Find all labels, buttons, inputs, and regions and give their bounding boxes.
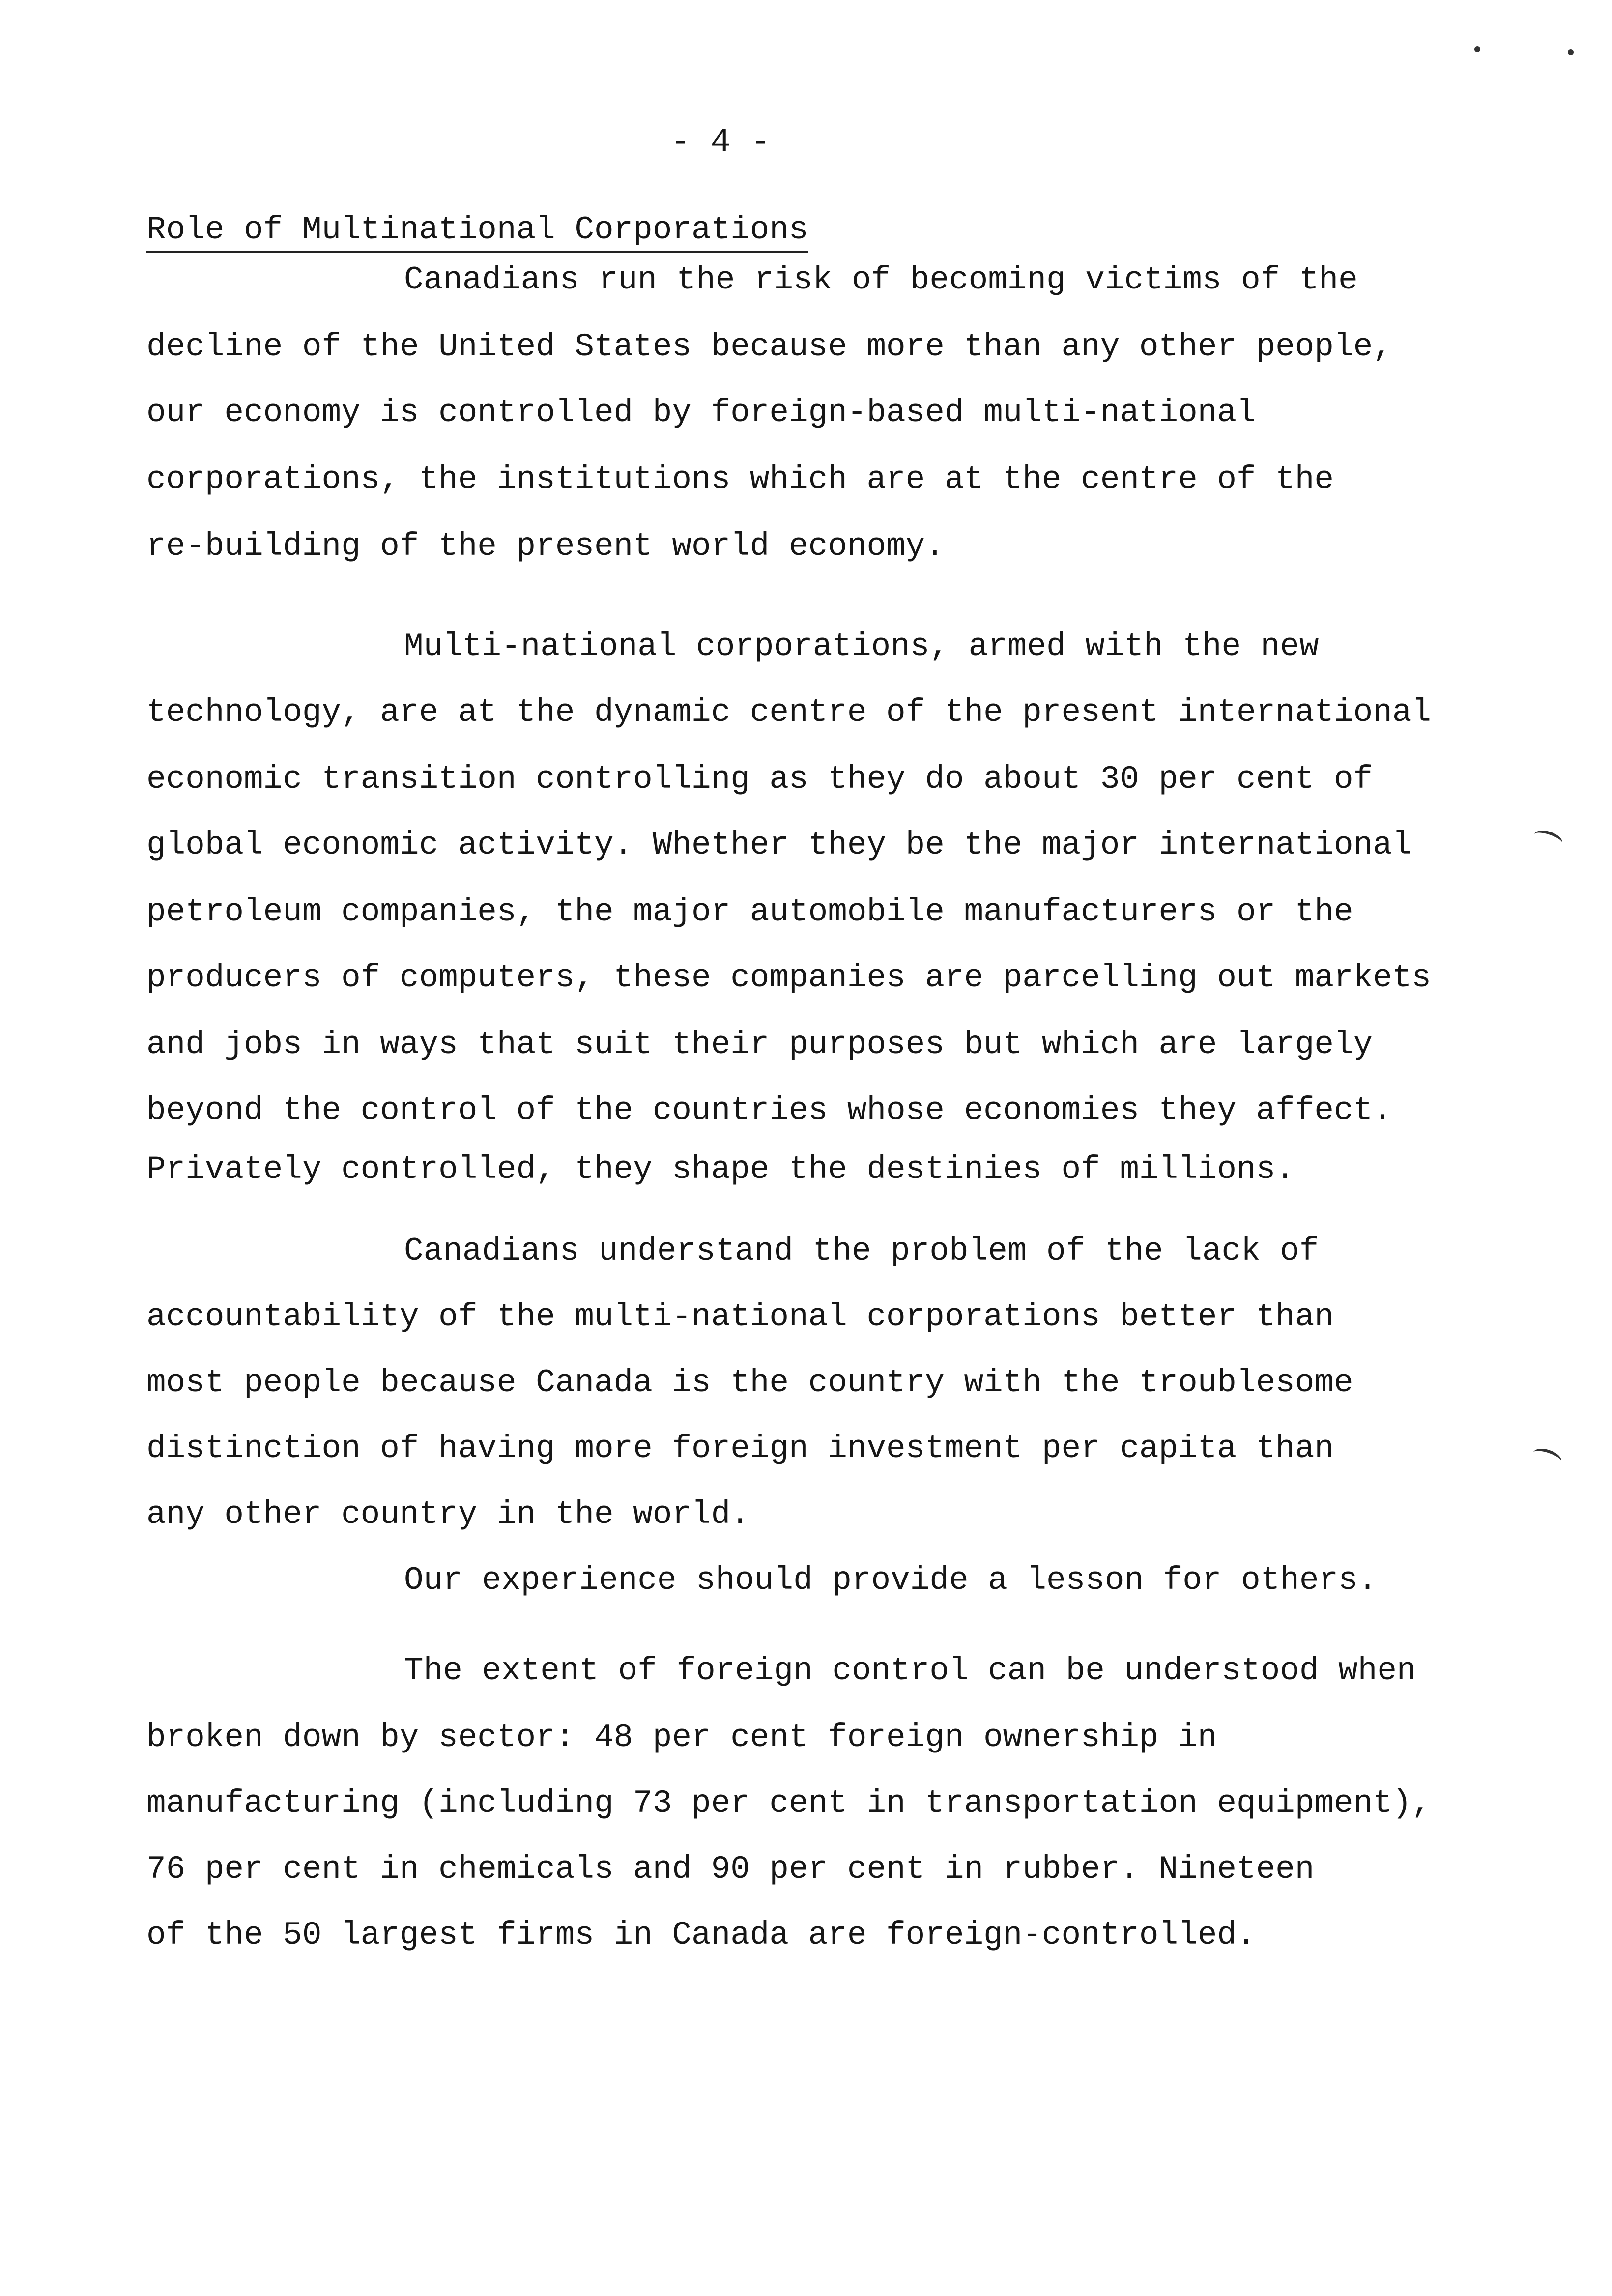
section-heading: Role of Multinational Corporations [146, 210, 808, 253]
binding-mark [1532, 827, 1564, 850]
paragraph-2-line-9: Privately controlled, they shape the destinies of millions. [146, 1151, 1295, 1188]
binding-mark [1531, 1445, 1563, 1468]
paragraph-2-line-5: petroleum companies, the major automobile manufacturers or the [146, 893, 1353, 930]
paragraph-3-line-5: any other country in the world. [146, 1496, 750, 1533]
paragraph-1-line-1: Canadians run the risk of becoming victims of the [404, 261, 1358, 298]
paragraph-2-line-3: economic transition controlling as they do about 30 per cent of [146, 761, 1373, 798]
paragraph-5-line-4: 76 per cent in chemicals and 90 per cent in rubber. Nineteen [146, 1851, 1315, 1888]
paragraph-5-line-5: of the 50 largest firms in Canada are foreign-controlled. [146, 1917, 1256, 1953]
scan-speck [1568, 49, 1574, 55]
paragraph-5-line-2: broken down by sector: 48 per cent foreign ownership in [146, 1719, 1217, 1756]
paragraph-2-line-1: Multi-national corporations, armed with the new [404, 628, 1319, 665]
paragraph-1-line-5: re-building of the present world economy. [146, 528, 945, 565]
paragraph-5-line-1: The extent of foreign control can be understood when [404, 1652, 1416, 1689]
page-number: - 4 - [670, 123, 771, 161]
paragraph-2-line-2: technology, are at the dynamic centre of the present international [146, 694, 1432, 731]
paragraph-5-line-3: manufacturing (including 73 per cent in transportation equipment), [146, 1785, 1432, 1822]
paragraph-1-line-2: decline of the United States because more than any other people, [146, 328, 1392, 365]
paragraph-3-line-2: accountability of the multi-national corporations better than [146, 1298, 1334, 1335]
paragraph-3-line-3: most people because Canada is the country with the troublesome [146, 1364, 1353, 1401]
paragraph-2-line-4: global economic activity. Whether they be the major international [146, 827, 1412, 863]
scan-speck [1474, 46, 1480, 52]
paragraph-4-line-1: Our experience should provide a lesson for others. [404, 1562, 1378, 1599]
paragraph-1-line-4: corporations, the institutions which are at the centre of the [146, 461, 1334, 498]
paragraph-3-line-1: Canadians understand the problem of the lack of [404, 1233, 1319, 1269]
paragraph-2-line-7: and jobs in ways that suit their purposes but which are largely [146, 1026, 1373, 1063]
paragraph-2-line-8: beyond the control of the countries whose economies they affect. [146, 1092, 1392, 1129]
paragraph-2-line-6: producers of computers, these companies are parcelling out markets [146, 959, 1432, 996]
paragraph-1-line-3: our economy is controlled by foreign-based multi-national [146, 394, 1256, 431]
paragraph-3-line-4: distinction of having more foreign investment per capita than [146, 1430, 1334, 1467]
